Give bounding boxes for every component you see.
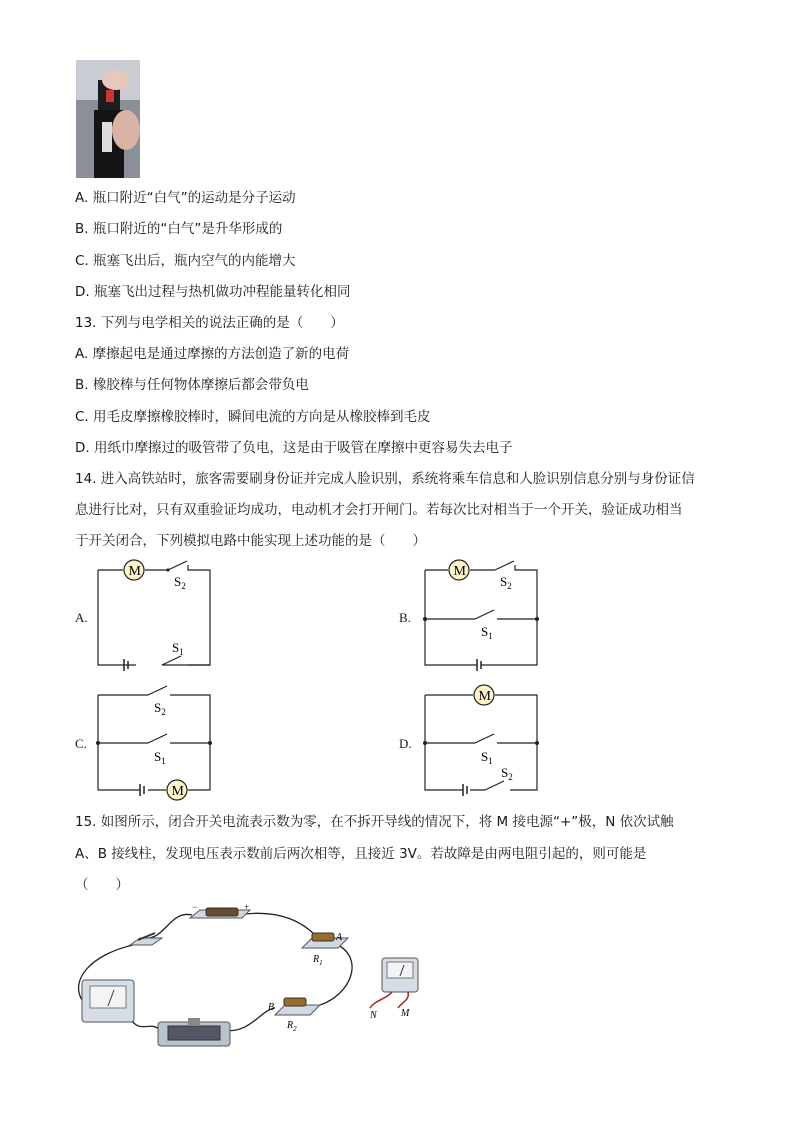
q14-stem-line-1: 14. 进入高铁站时，旅客需要刷身份证并完成人脸识别，系统将乘车信息和人脸识别信息分别与身份证信 (75, 471, 695, 487)
svg-text:S1: $S_1$ (154, 749, 166, 766)
svg-text:S2: $S_2$ (174, 574, 186, 591)
q15-stem-line-2: A、B 接线柱，发现电压表示数前后两次相等，且接近 3V。若故障是由两电阻引起的，则可能是 (75, 846, 647, 862)
svg-text:S2: $S_2$ (500, 574, 512, 591)
q12-option-d: D. 瓶塞飞出过程与热机做功冲程能量转化相同 (75, 284, 351, 300)
battery (190, 902, 250, 918)
circuit-b-label: B. (399, 610, 411, 625)
q13-stem: 13. 下列与电学相关的说法正确的是（ ） (75, 315, 344, 331)
voltmeter (369, 958, 418, 1021)
apparatus-figure (70, 900, 430, 1065)
svg-text:M: M (171, 784, 184, 799)
svg-text:S2: $S_2$ (154, 700, 166, 717)
svg-text:A: A (336, 932, 343, 943)
svg-text:M: M (401, 1008, 410, 1019)
svg-text:M: M (478, 689, 491, 704)
svg-text:N: N (370, 1010, 377, 1021)
q13-option-c: C. 用毛皮摩擦橡胶棒时，瞬间电流的方向是从橡胶棒到毛皮 (75, 409, 431, 425)
circuit-d (415, 680, 545, 805)
q14-stem-line-3: 于开关闭合，下列模拟电路中能实现上述功能的是（ ） (75, 533, 426, 549)
svg-text:S1: $S_1$ (481, 624, 493, 641)
q12-option-c: C. 瓶塞飞出后，瓶内空气的内能增大 (75, 253, 296, 269)
svg-text:B: B (268, 1002, 275, 1013)
resistor-r1 (302, 932, 348, 967)
circuit-b (415, 555, 545, 675)
svg-text:−: − (192, 902, 198, 912)
motor-symbol: M (128, 564, 141, 579)
svg-text:S1: $S_1$ (172, 640, 184, 657)
q12-option-a: A. 瓶口附近“白气”的运动是分子运动 (75, 190, 296, 206)
q13-option-d: D. 用纸巾摩擦过的吸管带了负电，这是由于吸管在摩擦中更容易失去电子 (75, 440, 513, 456)
svg-text:R1: $R_1$ (313, 954, 323, 967)
circuit-a-label: A. (75, 610, 88, 625)
svg-text:M: M (453, 564, 466, 579)
q15-stem-line-1: 15. 如图所示，闭合开关电流表示数为零，在不拆开导线的情况下，将 M 接电源“+”极，N 依次试触 (75, 814, 674, 830)
q13-option-a: A. 摩擦起电是通过摩擦的方法创造了新的电荷 (75, 346, 350, 362)
q14-stem-line-2: 息进行比对，只有双重验证均成功，电动机才会打开闸门。若每次比对相当于一个开关，验证成功相当 (75, 502, 683, 518)
circuit-a (90, 555, 220, 675)
q15-stem-line-3: （ ） (75, 877, 129, 893)
svg-text:+: + (244, 902, 250, 912)
circuit-c (90, 680, 220, 805)
q13-option-b: B. 橡胶棒与任何物体摩擦后都会带负电 (75, 377, 309, 393)
circuit-d-label: D. (399, 736, 412, 751)
circuit-c-label: C. (75, 736, 87, 751)
svg-text:R2: $R_2$ (287, 1020, 297, 1033)
resistor-r2 (268, 998, 320, 1033)
q12-option-b: B. 瓶口附近的“白气”是升华形成的 (75, 221, 283, 237)
svg-text:S2: $S_2$ (501, 765, 513, 782)
ammeter (82, 980, 134, 1022)
svg-text:S1: $S_1$ (481, 749, 493, 766)
bottle-photo (76, 60, 140, 178)
rheostat (158, 1018, 230, 1046)
